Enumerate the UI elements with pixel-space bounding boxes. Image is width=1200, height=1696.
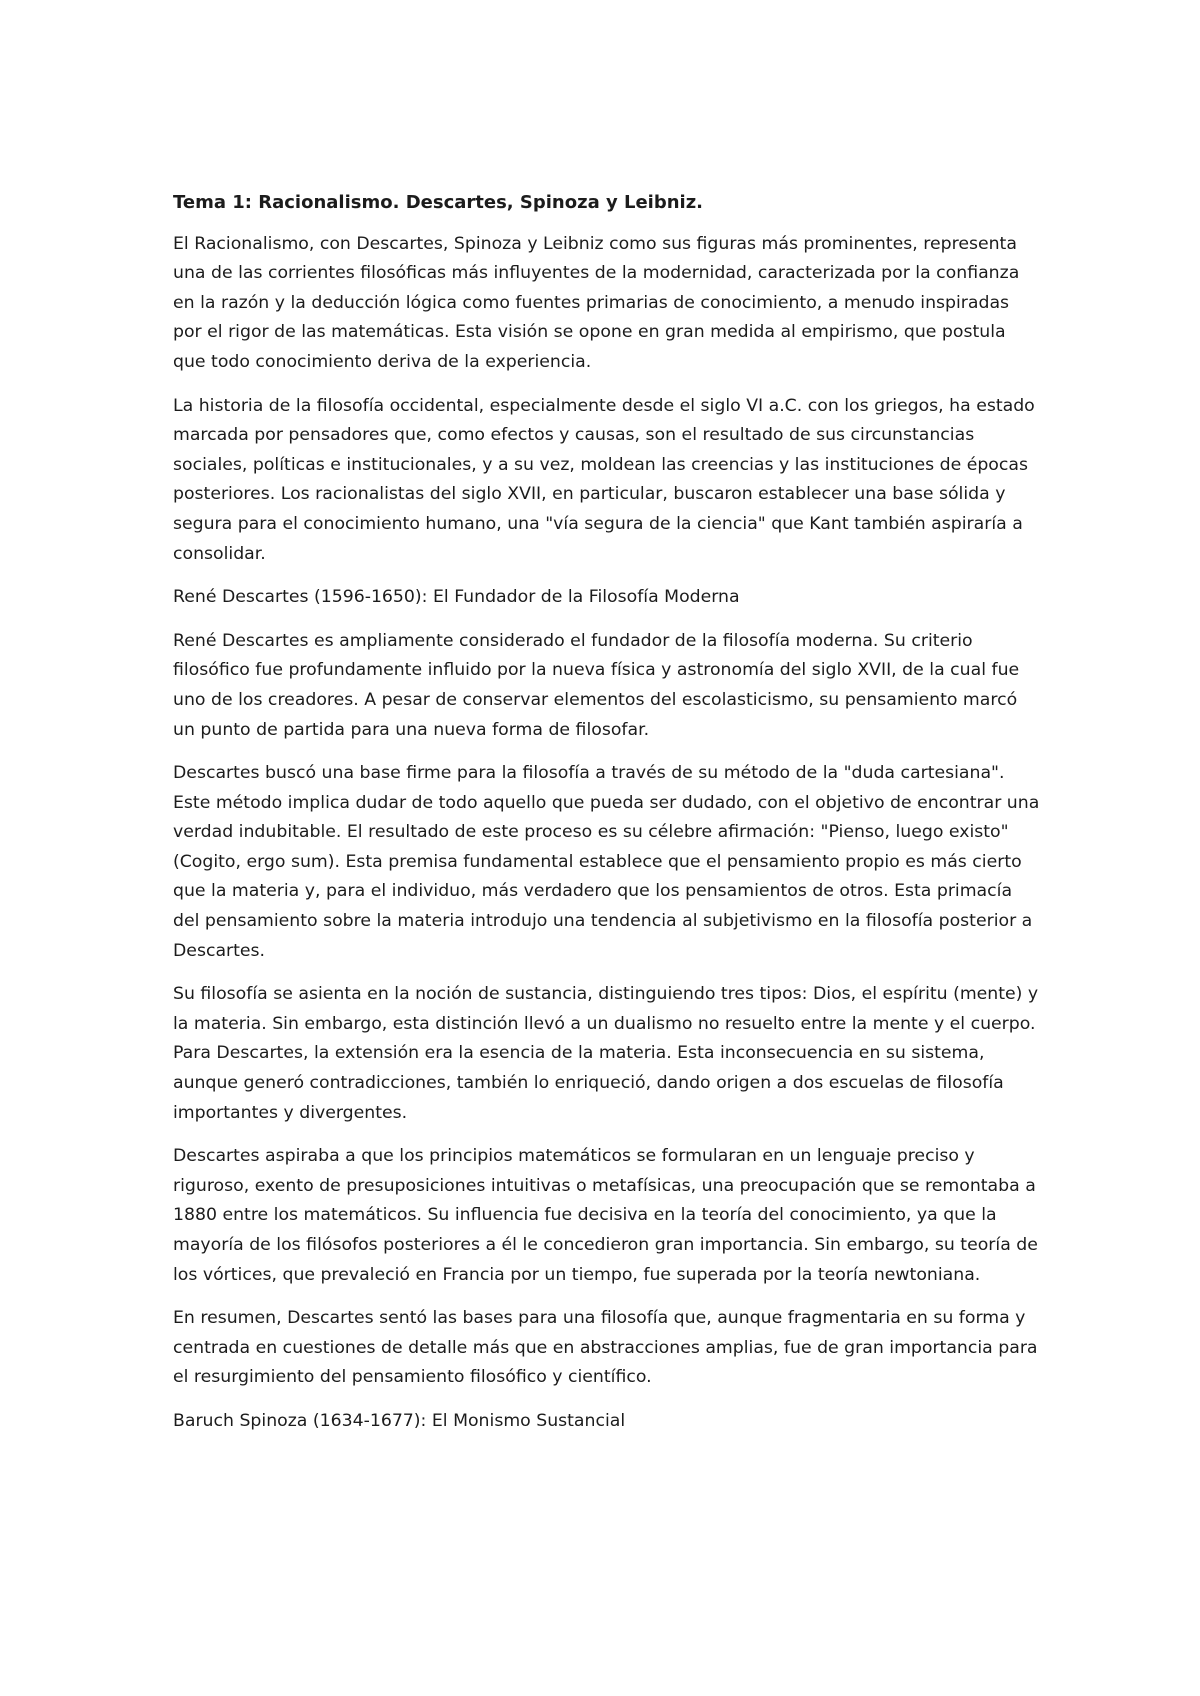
paragraph-substance: Su filosofía se asienta en la noción de sustancia, distinguiendo tres tipos: Dios, el espíritu (mente) y la materia. Sin embargo, esta distinción llevó a un dualismo no resuelto entre la mente y el cuerpo. Para Descartes, la extensión era la esencia de la materia. Esta inconsecuencia en su sistema, aunque generó contradicciones, también lo enriqueció, dando origen a dos escuelas de filosofía importantes y divergentes. [173, 984, 1039, 1123]
document-page [173, 188, 1043, 1451]
section-heading-spinoza: Baruch Spinoza (1634-1677): El Monismo Sustancial [173, 1410, 626, 1431]
document-title: Tema 1: Racionalismo. Descartes, Spinoza y Leibniz. [173, 192, 704, 213]
paragraph-cartesian-doubt: Descartes buscó una base firme para la filosofía a través de su método de la "duda cartesiana". Este método implica dudar de todo aquello que pueda ser dudado, con el objetivo de encontrar una verdad indubitable. El resultado de este proceso es su célebre afirmación: "Pienso, luego existo" (Cogito, ergo sum). Esta premisa fundamental establece que el pensamiento propio es más cierto que la materia y, para el individuo, más verdadero que los pensamientos de otros. Esta primacía del pensamiento sobre la materia introdujo una tendencia al subjetivismo en la filosofía posterior a Descartes. [173, 763, 1040, 961]
paragraph-history-philosophy: La historia de la filosofía occidental, especialmente desde el siglo VI a.C. con los griegos, ha estado marcada por pensadores que, como efectos y causas, son el resultado de sus circunstancias sociales, políticas e institucionales, y a su vez, moldean las creencias y las instituciones de épocas posteriores. Los racionalistas del siglo XVII, en particular, buscaron establecer una base sólida y segura para el conocimiento humano, una "vía segura de la ciencia" que Kant también aspiraría a consolidar. [173, 395, 1035, 564]
paragraph-mathematics: Descartes aspiraba a que los principios matemáticos se formularan en un lenguaje preciso y riguroso, exento de presuposiciones intuitivas o metafísicas, una preocupación que se remontaba a 1880 entre los matemáticos. Su influencia fue decisiva en la teoría del conocimiento, ya que la mayoría de los filósofos posteriores a él le concedieron gran importancia. Sin embargo, su teoría de los vórtices, que prevaleció en Francia por un tiempo, fue superada por la teoría newtoniana. [173, 1146, 1038, 1285]
paragraph-descartes-founder: René Descartes es ampliamente considerado el fundador de la filosofía moderna. Su criterio filosófico fue profundamente influido por la nueva física y astronomía del siglo XVII, de la cual fue uno de los creadores. A pesar de conservar elementos del escolasticismo, su pensamiento marcó un punto de partida para una nueva forma de filosofar. [173, 630, 1020, 740]
paragraph-rationalism-intro: El Racionalismo, con Descartes, Spinoza y Leibniz como sus figuras más prominentes, representa una de las corrientes filosóficas más influyentes de la modernidad, caracterizada por la confianza en la razón y la deducción lógica como fuentes primarias de conocimiento, a menudo inspiradas por el rigor de las matemáticas. Esta visión se opone en gran medida al empirismo, que postula que todo conocimiento deriva de la experiencia. [173, 233, 1020, 372]
paragraph-summary: En resumen, Descartes sentó las bases para una filosofía que, aunque fragmentaria en su forma y centrada en cuestiones de detalle más que en abstracciones amplias, fue de gran importancia para el resurgimiento del pensamiento filosófico y científico. [173, 1308, 1038, 1388]
section-heading-descartes: René Descartes (1596-1650): El Fundador de la Filosofía Moderna [173, 587, 740, 608]
